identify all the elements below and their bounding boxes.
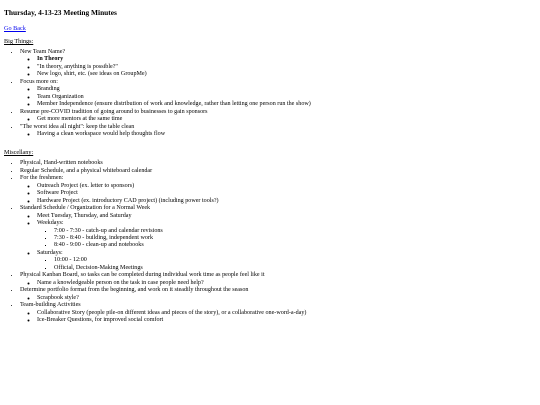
list-item-text: "The worst idea all night": keep the table clean bbox=[20, 123, 135, 130]
list-item-text: New logo, shirt, etc. (see ideas on GroupMe) bbox=[37, 71, 147, 78]
list-item-text: Weekdays: bbox=[37, 220, 64, 227]
list-item-text: Physical Kanban Board, so tasks can be completed during individual work time as people feel like it bbox=[20, 272, 265, 279]
miscellany-list bbox=[4, 160, 536, 324]
list-item bbox=[20, 79, 536, 109]
list-item-text: Outreach Project (ex. letter to sponsors) bbox=[37, 182, 135, 189]
nested-list bbox=[20, 116, 536, 123]
list-item-text: Standard Schedule / Organization for a Normal Week bbox=[20, 205, 151, 212]
nested-list bbox=[37, 228, 536, 250]
sub-list-item bbox=[37, 183, 536, 190]
sub-list-item bbox=[37, 317, 536, 324]
nested-list bbox=[20, 310, 536, 325]
sub-list-item bbox=[37, 71, 536, 78]
list-item-text: Regular Schedule, and a physical whiteboard calendar bbox=[20, 167, 153, 174]
sub-list-item bbox=[37, 56, 536, 63]
list-item-text: New Team Name? bbox=[20, 49, 66, 55]
list-item-text: Saturdays: bbox=[37, 249, 63, 256]
sub-list-item bbox=[37, 220, 536, 250]
list-item-text: 10:00 - 12:00 bbox=[54, 257, 87, 264]
list-item-text: 7:30 - 8:40 - building, independent work bbox=[54, 234, 154, 241]
list-item bbox=[20, 168, 536, 175]
sub-list-item bbox=[37, 250, 536, 272]
list-item bbox=[20, 124, 536, 139]
nested-list bbox=[20, 213, 536, 273]
list-item-text: Meet Tuesday, Thursday, and Saturday bbox=[37, 212, 132, 219]
list-item bbox=[20, 287, 536, 302]
page-title: Thursday, 4-13-23 Meeting Minutes bbox=[4, 8, 117, 17]
list-item bbox=[20, 109, 536, 124]
list-item-text: Official, Decision-Making Meetings bbox=[54, 264, 143, 271]
nested-list bbox=[20, 295, 536, 302]
list-item bbox=[20, 49, 536, 79]
list-item bbox=[20, 302, 536, 324]
list-item bbox=[20, 205, 536, 272]
list-item-text: Hardware Project (ex. introductory CAD project) (including power tools?) bbox=[37, 197, 219, 204]
list-item bbox=[20, 160, 536, 167]
list-item-text: For the freshmen: bbox=[20, 175, 64, 182]
list-item-text: Name a knowledgeable person on the task in case people need help? bbox=[37, 279, 204, 286]
list-item-text: Focus more on: bbox=[20, 78, 58, 85]
nested-list bbox=[20, 183, 536, 205]
list-item-text: 7:00 - 7:30 - catch-up and calendar revisions bbox=[54, 227, 163, 234]
list-item bbox=[20, 272, 536, 287]
sub-list-item bbox=[37, 86, 536, 93]
list-item-text: 8:40 - 9:00 - clean-up and notebooks bbox=[54, 242, 144, 249]
sub-list-item bbox=[37, 213, 536, 220]
sub-list-item bbox=[37, 116, 536, 123]
list-item-text: Team Organization bbox=[37, 93, 84, 100]
nested-list bbox=[20, 131, 536, 138]
nested-list bbox=[20, 56, 536, 78]
sub-list-item bbox=[37, 101, 536, 108]
section-heading-miscellany: Miscellany: bbox=[4, 149, 34, 157]
list-item-text: "In theory, anything is possible?" bbox=[37, 63, 118, 70]
sub-list-item bbox=[37, 190, 536, 197]
list-item-text: Software Project bbox=[37, 190, 78, 197]
list-item-text: Determine portfolio format from the beginning, and work on it steadily throughout the season bbox=[20, 287, 249, 294]
sub-list-item bbox=[37, 295, 536, 302]
list-item-text: Resume pre-COVID tradition of going around to businesses to gain sponsors bbox=[20, 108, 208, 115]
nested-list bbox=[20, 86, 536, 108]
list-item bbox=[20, 175, 536, 205]
list-item-text: Scrapbook style? bbox=[37, 294, 79, 301]
list-item-text: Physical, Hand-written notebooks bbox=[20, 160, 103, 167]
list-item-text: Get more mentors at the same time bbox=[37, 116, 123, 123]
list-item-text: In Theory bbox=[37, 56, 64, 63]
list-item-text: Branding bbox=[37, 86, 60, 93]
sub-sub-list-item bbox=[54, 228, 536, 235]
list-item-text: Having a clean workspace would help thoughts flow bbox=[37, 130, 166, 137]
section-heading-big-things: Big Things: bbox=[4, 38, 34, 45]
sub-sub-list-item bbox=[54, 257, 536, 264]
sub-list-item bbox=[37, 131, 536, 138]
list-item-text: Collaborative Story (people pile-on different ideas and pieces of the story), or a collaborative one-word-a-day) bbox=[37, 309, 307, 316]
list-item-text: Team-building Activities bbox=[20, 302, 81, 309]
big-things-list bbox=[4, 49, 536, 138]
sub-list-item bbox=[37, 310, 536, 317]
list-item-text: Member Independence (ensure distribution of work and knowledge, rather than letting one person run the show) bbox=[37, 101, 311, 108]
sub-sub-list-item bbox=[54, 242, 536, 249]
list-item-text: Ice-Breaker Questions, for improved social comfort bbox=[37, 316, 164, 323]
go-back-link[interactable]: Go Back bbox=[4, 25, 26, 32]
nested-list bbox=[37, 257, 536, 272]
sub-sub-list-item bbox=[54, 235, 536, 242]
